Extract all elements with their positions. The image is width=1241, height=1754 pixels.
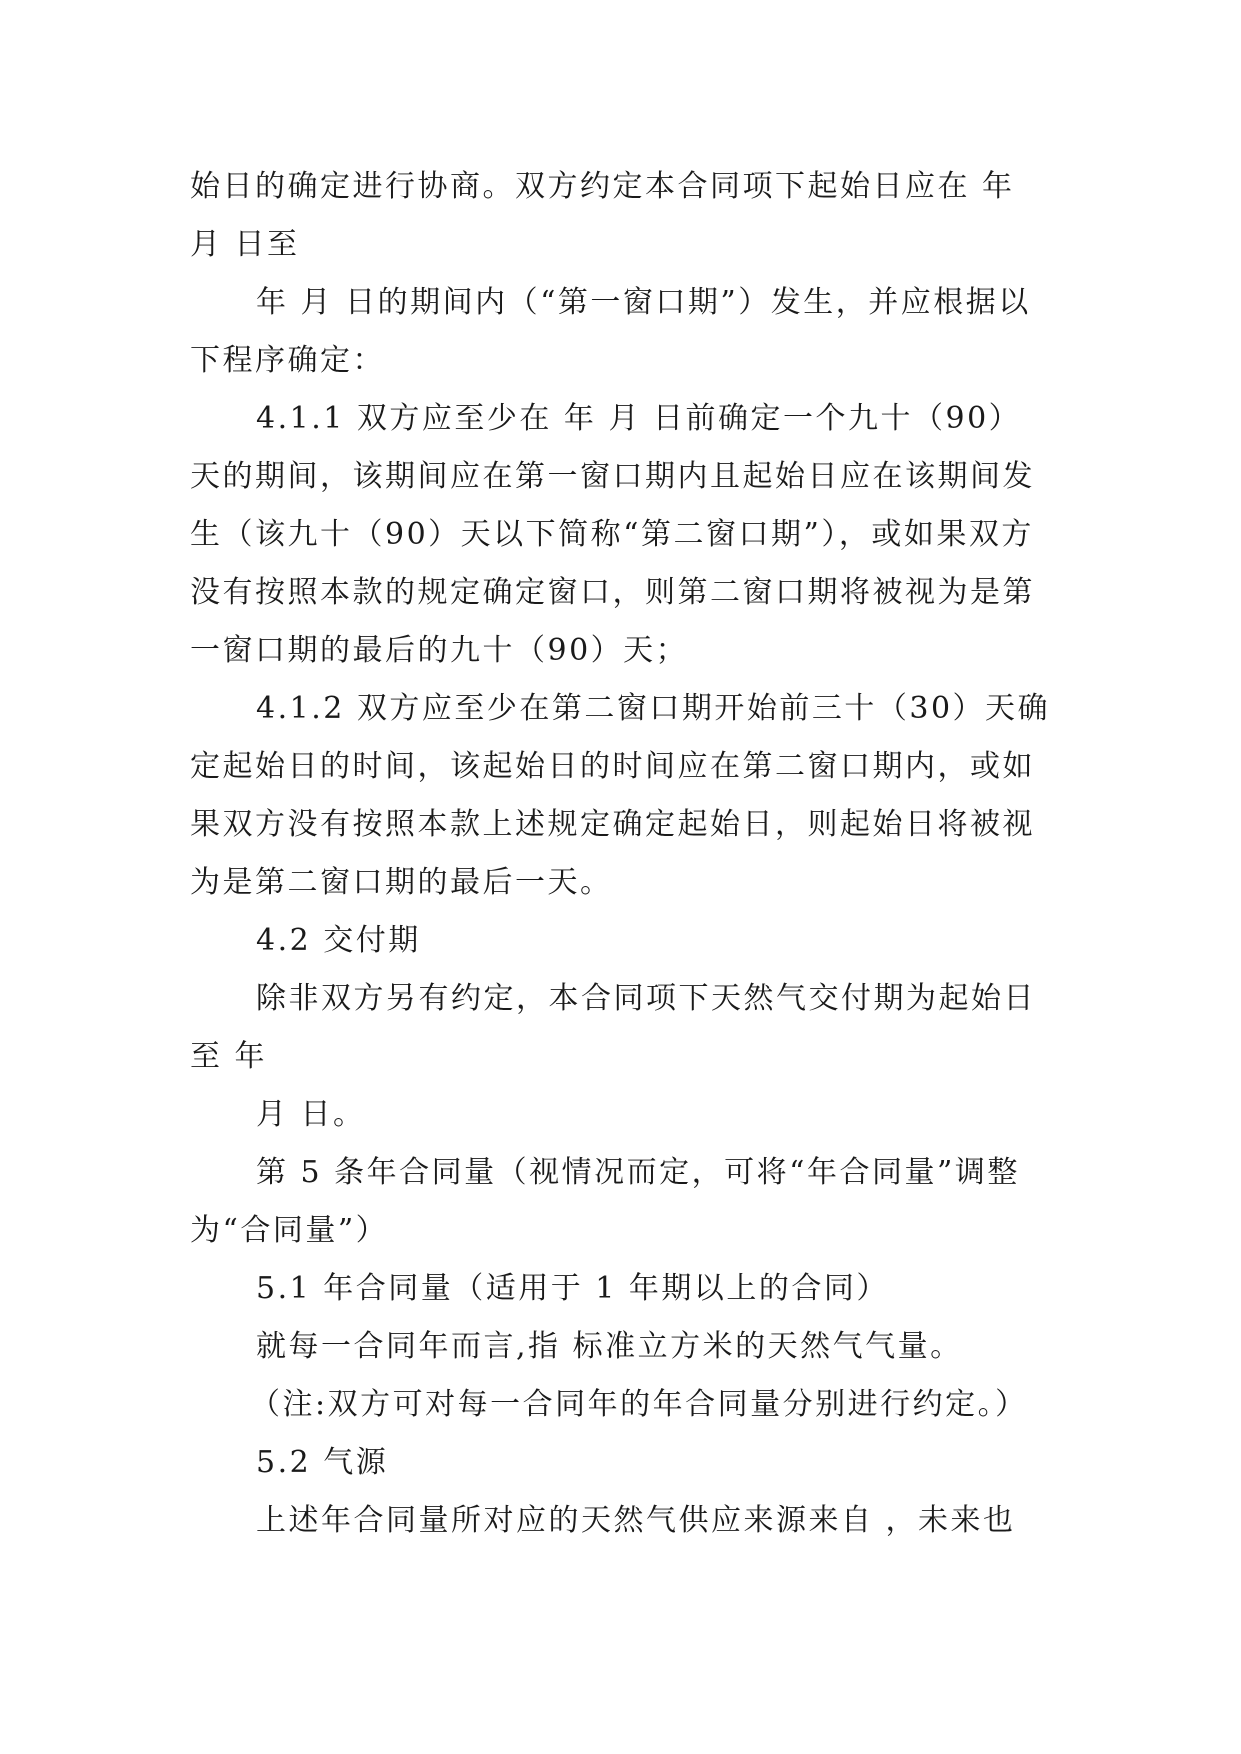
text-line: 天的期间，该期间应在第一窗口期内且起始日应在该期间发 [190,459,1035,494]
text-line: 始日的确定进行协商。双方约定本合同项下起始日应在 年 [190,169,1015,204]
text-line: 除非双方另有约定，本合同项下天然气交付期为起始日 [256,981,1036,1016]
text-line: 没有按照本款的规定确定窗口，则第二窗口期将被视为是第 [190,575,1035,610]
text-line: 年 月 日的期间内（“第一窗口期”）发生，并应根据以 [256,285,1031,320]
text-line: 至 年 [190,1039,268,1074]
text-line: 为“合同量”） [190,1213,389,1248]
text-line: 定起始日的时间，该起始日的时间应在第二窗口期内，或如 [190,749,1035,784]
text-line: 月 日。 [256,1097,366,1132]
section-heading-4-2: 4.2 交付期 [256,923,421,958]
text-line: 下程序确定： [190,343,385,378]
section-heading-5-1: 5.1 年合同量（适用于 1 年期以上的合同） [256,1271,889,1306]
text-line: 生（该九十（90）天以下简称“第二窗口期”），或如果双方 [190,517,1034,552]
text-line: 就每一合同年而言,指 标准立方米的天然气气量。 [256,1329,963,1364]
article-heading-5: 第 5 条年合同量（视情况而定，可将“年合同量”调整 [256,1155,1020,1190]
text-line: 一窗口期的最后的九十（90）天； [190,633,689,668]
text-line: 果双方没有按照本款上述规定确定起始日，则起始日将被视 [190,807,1035,842]
text-line: 月 日至 [190,227,300,262]
text-line: 上述年合同量所对应的天然气供应来源来自 ，未来也 [256,1503,1016,1538]
clause-4-1-1: 4.1.1 双方应至少在 年 月 日前确定一个九十（90） [256,401,1022,436]
document-body [190,158,1070,1550]
text-line: 为是第二窗口期的最后一天。 [190,865,613,900]
note-line: （注:双方可对每一合同年的年合同量分别进行约定。） [250,1387,1028,1422]
clause-4-1-2: 4.1.2 双方应至少在第二窗口期开始前三十（30）天确 [256,691,1051,726]
section-heading-5-2: 5.2 气源 [256,1445,389,1480]
